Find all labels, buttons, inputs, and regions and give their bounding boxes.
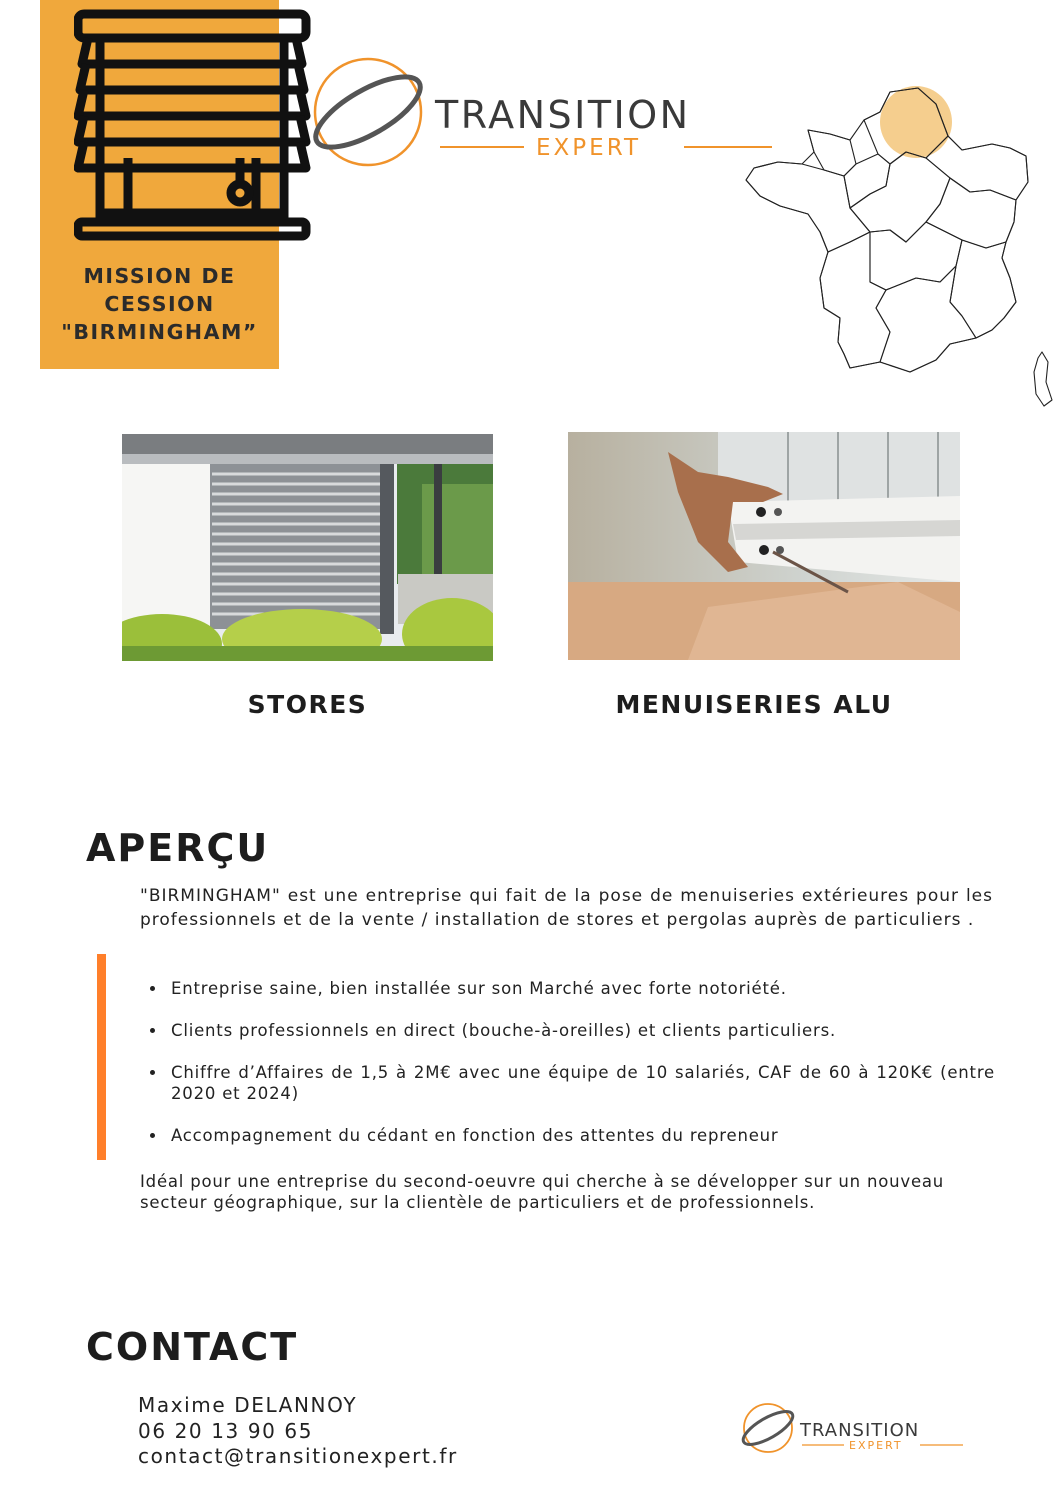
mission-title	[40, 262, 279, 346]
mission-title-line: CESSION	[104, 292, 215, 316]
apercu-heading: APERÇU	[86, 826, 270, 870]
list-item: Chiffre d’Affaires de 1,5 à 2M€ avec une équipe de 10 salariés, CAF de 60 à 120K€ (entre 2020 et 2024)	[140, 1062, 995, 1104]
highlights-list	[140, 978, 995, 1167]
apercu-closing: Idéal pour une entreprise du second-oeuvre qui cherche à se développer sur un nouveau secteur géographique, sur la clientèle de particuliers et de professionnels.	[140, 1172, 945, 1212]
contact-heading: CONTACT	[86, 1325, 299, 1369]
transition-expert-logo-small	[738, 1398, 973, 1462]
list-item: Accompagnement du cédant en fonction des attentes du repreneur	[140, 1125, 995, 1146]
stores-caption: STORES	[247, 690, 368, 719]
menuiseries-alu-caption: MENUISERIES ALU	[615, 690, 893, 719]
logo-word-transition: TRANSITION	[435, 93, 691, 137]
apercu-intro: "BIRMINGHAM" est une entreprise qui fait de la pose de menuiseries extérieures pour les professionnels et de la vente / installation de stores et pergolas auprès de particuliers .	[140, 886, 993, 930]
stores-photo	[122, 434, 493, 661]
menuiseries-alu-photo	[568, 432, 960, 660]
logo-word-transition: TRANSITION	[800, 1420, 920, 1441]
mission-banner	[40, 0, 279, 369]
accent-bar	[97, 954, 106, 1160]
logo-orbit-icon	[738, 1398, 973, 1458]
transition-expert-logo	[310, 55, 780, 174]
mission-title-line: MISSION DE	[83, 264, 236, 288]
logo-word-expert: EXPERT	[849, 1439, 903, 1452]
contact-name: Maxime DELANNOY	[138, 1393, 358, 1417]
window-blind-icon	[74, 8, 314, 248]
contact-phone[interactable]: 06 20 13 90 65	[138, 1418, 314, 1443]
list-item: Clients professionnels en direct (bouche-à-oreilles) et clients particuliers.	[140, 1020, 995, 1041]
mission-title-line: "BIRMINGHAM”	[61, 320, 258, 344]
list-item: Entreprise saine, bien installée sur son Marché avec forte notoriété.	[140, 978, 995, 999]
contact-details	[138, 1393, 458, 1470]
logo-word-expert: EXPERT	[536, 135, 642, 161]
contact-email[interactable]: contact@transitionexpert.fr	[138, 1444, 458, 1468]
logo-orbit-icon	[310, 55, 780, 170]
france-regions-map	[740, 82, 1058, 407]
